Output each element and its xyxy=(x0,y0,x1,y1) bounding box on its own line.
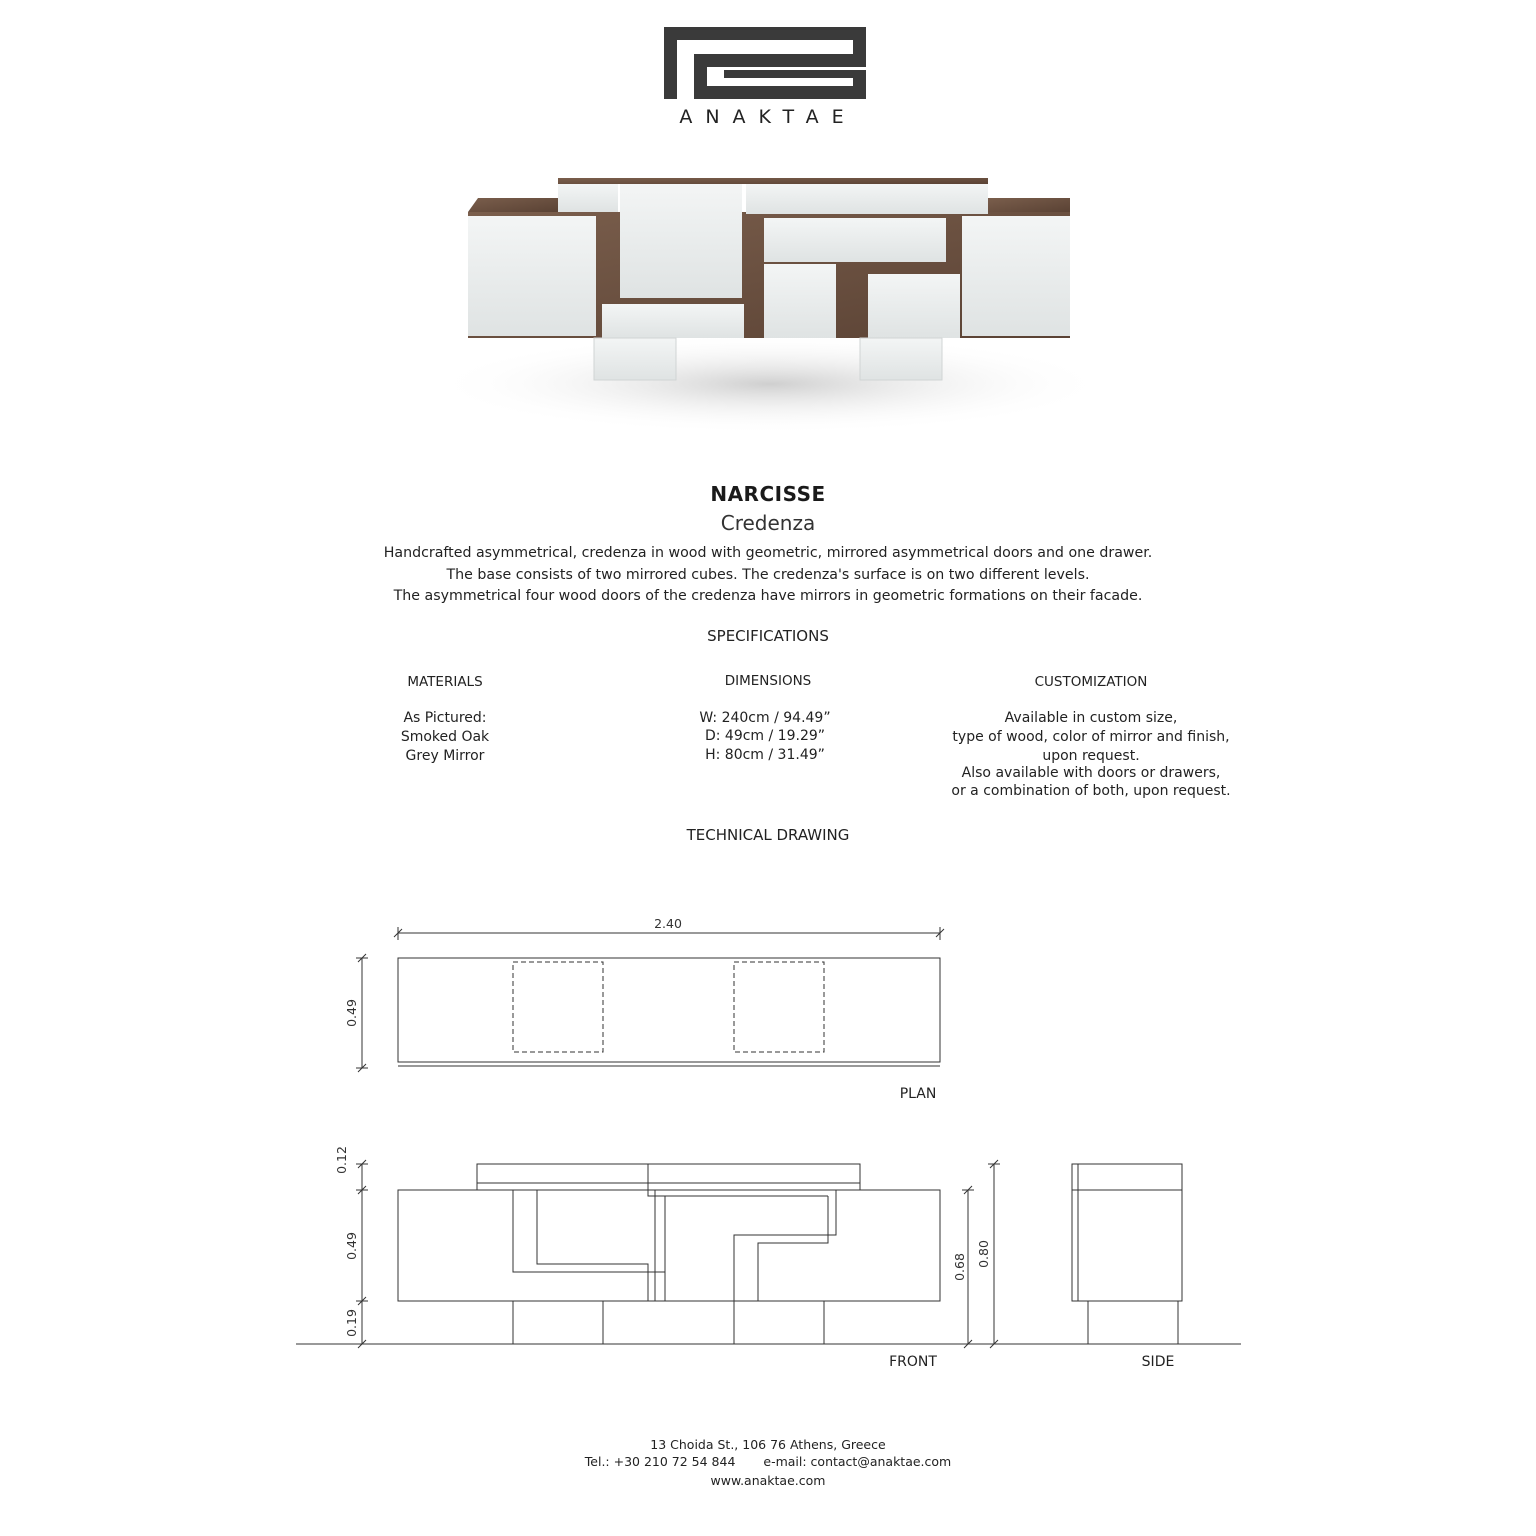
front-base-cube-left xyxy=(513,1301,603,1344)
mirror-panel-door-3 xyxy=(764,264,836,338)
footer-address: 13 Choida St., 106 76 Athens, Greece xyxy=(650,1437,886,1452)
mirror-panel-door-4 xyxy=(868,274,960,338)
plan-base-cube-right xyxy=(734,962,824,1052)
description-line-3: The asymmetrical four wood doors of the credenza have mirrors in geometric formations on their facade. xyxy=(393,588,1143,604)
mirror-drawer xyxy=(602,304,744,338)
materials-heading: MATERIALS xyxy=(407,674,483,690)
brand-name: ANAKTAE xyxy=(679,106,857,128)
side-outline xyxy=(1072,1164,1182,1301)
lower-top-right xyxy=(988,198,1070,212)
dimensions-line: W: 240cm / 94.49” xyxy=(699,710,831,726)
materials-line: Grey Mirror xyxy=(405,748,485,764)
customization-line: Available in custom size, xyxy=(1004,710,1178,726)
specifications-heading: SPECIFICATIONS xyxy=(707,627,829,645)
front-dim-total-height: 0.80 xyxy=(976,1240,991,1268)
mirror-panel-top-small xyxy=(558,184,618,212)
materials-line: Smoked Oak xyxy=(400,729,490,745)
dimensions-line: D: 49cm / 19.29” xyxy=(704,728,826,744)
footer-phone: Tel.: +30 210 72 54 844 xyxy=(584,1454,736,1469)
mirror-panel-door-2 xyxy=(764,218,946,262)
floor-shadow xyxy=(430,334,1110,434)
customization-line: upon request. xyxy=(1042,748,1140,764)
lower-top-left xyxy=(468,198,558,212)
front-body xyxy=(398,1190,940,1301)
product-name: NARCISSE xyxy=(710,482,826,506)
side-view xyxy=(1072,1164,1182,1344)
customization-line: type of wood, color of mirror and finish, xyxy=(952,729,1230,745)
customization-line: Also available with doors or drawers, xyxy=(961,765,1221,781)
mirror-panel-top-long xyxy=(746,184,988,214)
product-photo xyxy=(402,136,1138,466)
customization-heading: CUSTOMIZATION xyxy=(1034,674,1148,690)
description-line-1: Handcrafted asymmetrical, credenza in wood with geometric, mirrored asymmetrical doors and one drawer. xyxy=(383,545,1153,561)
plan-base-cube-left xyxy=(513,962,603,1052)
dimensions-heading: DIMENSIONS xyxy=(724,673,812,689)
description-line-2: The base consists of two mirrored cubes. The credenza's surface is on two different levels. xyxy=(446,567,1090,583)
base-cube-left xyxy=(594,338,676,380)
mirror-panel-left xyxy=(468,216,596,336)
product-type: Credenza xyxy=(720,511,816,535)
technical-drawing-heading: TECHNICAL DRAWING xyxy=(686,826,850,844)
mirror-panel-door-1 xyxy=(620,184,742,298)
front-dim-base: 0.19 xyxy=(344,1309,359,1337)
side-base-cube xyxy=(1088,1301,1178,1344)
footer-contact xyxy=(368,1454,1168,1469)
dimensions-line: H: 80cm / 31.49” xyxy=(705,747,825,763)
anaktae-meander-logo-icon xyxy=(664,27,868,99)
plan-depth-label: 0.49 xyxy=(344,999,359,1027)
plan-outline xyxy=(398,958,940,1062)
front-dim-top: 0.12 xyxy=(334,1146,349,1174)
footer-email[interactable]: e-mail: contact@anaktae.com xyxy=(763,1454,952,1469)
mirror-panel-right xyxy=(962,216,1070,336)
customization-line: or a combination of both, upon request. xyxy=(951,783,1231,799)
footer-website[interactable]: www.anaktae.com xyxy=(710,1473,826,1488)
front-dim-body: 0.49 xyxy=(344,1232,359,1260)
front-upper-top xyxy=(477,1164,860,1190)
base-cube-right xyxy=(860,338,942,380)
plan-width-label: 2.40 xyxy=(654,916,682,931)
front-base-cube-right xyxy=(734,1301,824,1344)
front-view xyxy=(296,1160,1241,1348)
upper-top-surface xyxy=(558,178,988,184)
plan-view xyxy=(356,927,944,1072)
side-label: SIDE xyxy=(1141,1354,1175,1370)
plan-label: PLAN xyxy=(899,1086,937,1102)
front-dim-lower-height: 0.68 xyxy=(952,1253,967,1281)
materials-line: As Pictured: xyxy=(403,710,487,726)
front-label: FRONT xyxy=(889,1354,937,1370)
